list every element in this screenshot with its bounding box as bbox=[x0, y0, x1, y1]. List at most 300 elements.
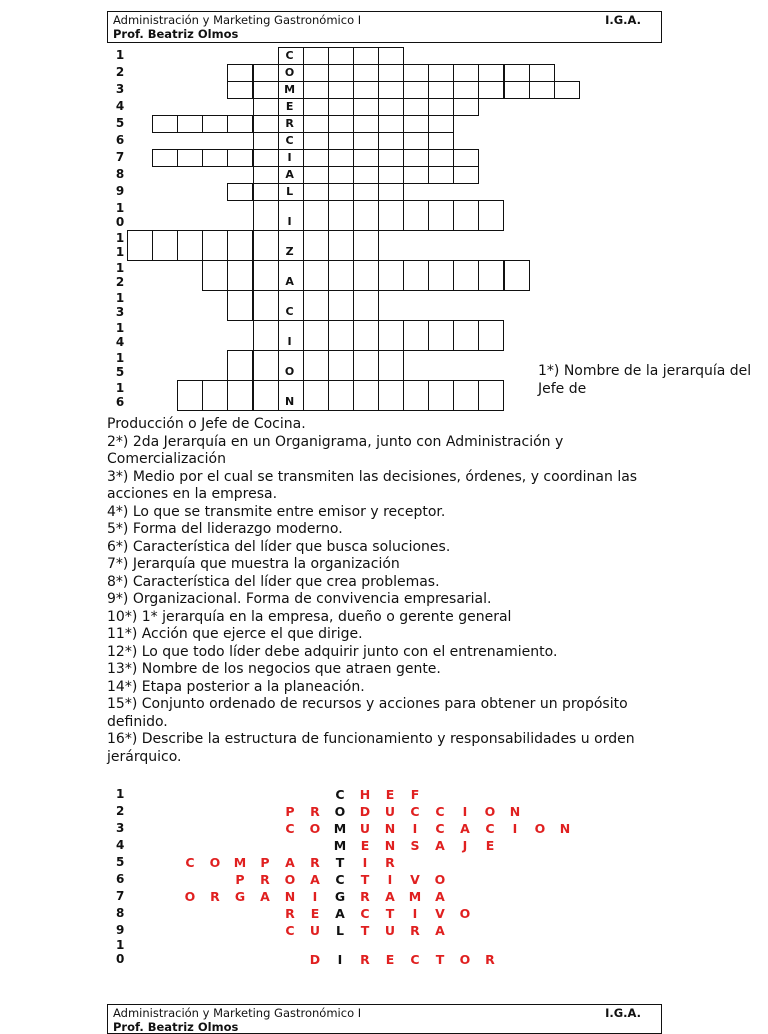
crossword-row-number: 9 bbox=[115, 184, 125, 198]
clue-item: 7*) Jerarquía que muestra la organización bbox=[107, 556, 400, 572]
answer-letter: S bbox=[410, 838, 420, 853]
answer-letter: C bbox=[435, 804, 445, 819]
answer-letter: E bbox=[385, 952, 395, 967]
crossword-cell[interactable] bbox=[428, 64, 454, 82]
clue-item: 9*) Organizacional. Forma de convivencia empresarial. bbox=[107, 591, 492, 607]
answer-letter: M bbox=[333, 821, 347, 836]
crossword-cell[interactable] bbox=[227, 64, 253, 82]
answer-letter: A bbox=[310, 872, 320, 887]
crossword-cell[interactable] bbox=[253, 320, 279, 351]
crossword-cell[interactable] bbox=[353, 166, 379, 184]
crossword-cell[interactable] bbox=[529, 64, 555, 82]
crossword-letter: N bbox=[284, 395, 295, 408]
answer-letter: N bbox=[559, 821, 571, 836]
crossword-cell[interactable] bbox=[453, 380, 479, 411]
crossword-letter: O bbox=[284, 66, 295, 79]
crossword-cell[interactable] bbox=[227, 260, 253, 291]
crossword-cell[interactable] bbox=[303, 230, 329, 261]
crossword-cell[interactable] bbox=[253, 290, 279, 321]
crossword-cell[interactable] bbox=[353, 230, 379, 261]
answer-letter: T bbox=[360, 872, 370, 887]
crossword-cell[interactable] bbox=[303, 64, 329, 82]
crossword-letter: E bbox=[285, 100, 294, 113]
crossword-cell[interactable] bbox=[303, 350, 329, 381]
answer-letter: R bbox=[310, 804, 320, 819]
crossword-cell[interactable] bbox=[253, 166, 279, 184]
clue-item: 11*) Acción que ejerce el que dirige. bbox=[107, 626, 363, 642]
crossword-row-number: 1 bbox=[115, 261, 125, 275]
crossword-cell[interactable] bbox=[504, 64, 530, 82]
crossword-cell[interactable] bbox=[227, 230, 253, 261]
answer-letter: R bbox=[210, 889, 220, 904]
crossword-cell[interactable] bbox=[303, 47, 329, 65]
answer-letter: C bbox=[185, 855, 195, 870]
crossword-cell[interactable] bbox=[403, 98, 429, 116]
crossword-cell[interactable] bbox=[253, 230, 279, 261]
clue-item: 4*) Lo que se transmite entre emisor y receptor. bbox=[107, 503, 446, 520]
crossword-cell[interactable] bbox=[202, 230, 228, 261]
crossword-cell[interactable] bbox=[353, 64, 379, 82]
crossword-cell[interactable] bbox=[353, 47, 379, 65]
answer-letter: N bbox=[509, 804, 521, 819]
answer-letter: P bbox=[260, 855, 270, 870]
answer-letter: O bbox=[309, 821, 321, 836]
crossword-cell[interactable] bbox=[378, 320, 404, 351]
answer-letter: A bbox=[260, 889, 270, 904]
crossword-cell[interactable] bbox=[353, 183, 379, 201]
crossword-cell[interactable] bbox=[303, 380, 329, 411]
crossword-row-number: 5 bbox=[115, 116, 125, 130]
crossword-cell[interactable] bbox=[529, 81, 555, 99]
crossword-cell[interactable] bbox=[554, 81, 580, 99]
crossword-cell[interactable] bbox=[328, 320, 354, 351]
answer-row-number: 1 bbox=[116, 787, 125, 801]
answer-letter: T bbox=[335, 855, 345, 870]
crossword-cell[interactable] bbox=[152, 230, 178, 261]
answer-letter: G bbox=[334, 889, 346, 904]
clue-item: 5*) Forma del liderazgo moderno. bbox=[107, 521, 343, 537]
answer-letter: R bbox=[360, 889, 370, 904]
answer-letter: U bbox=[309, 923, 321, 938]
institution-code: I.G.A. bbox=[605, 13, 641, 27]
answer-letter: C bbox=[335, 787, 345, 802]
crossword-cell[interactable] bbox=[453, 260, 479, 291]
crossword-letter: C bbox=[285, 305, 294, 318]
answer-letter: U bbox=[384, 804, 396, 819]
clue-1-start: 1*) Nombre de la jerarquía del Jefe de bbox=[538, 363, 752, 397]
answer-letter: C bbox=[360, 906, 370, 921]
crossword-cell[interactable] bbox=[303, 149, 329, 167]
crossword-cell[interactable] bbox=[253, 132, 279, 150]
crossword-cell[interactable] bbox=[478, 64, 504, 82]
crossword-cell[interactable] bbox=[303, 320, 329, 351]
answer-letter: O bbox=[459, 906, 471, 921]
crossword-cell[interactable] bbox=[428, 320, 454, 351]
crossword-cell[interactable] bbox=[328, 132, 354, 150]
crossword-cell[interactable] bbox=[253, 64, 279, 82]
answer-letter: E bbox=[310, 906, 320, 921]
crossword-cell[interactable] bbox=[453, 200, 479, 231]
clue-item: 10*) 1* jerarquía en la empresa, dueño o gerente general bbox=[107, 608, 512, 625]
crossword-cell[interactable] bbox=[202, 115, 228, 133]
crossword-cell[interactable] bbox=[403, 166, 429, 184]
crossword-cell[interactable] bbox=[353, 149, 379, 167]
answer-letter: C bbox=[285, 923, 295, 938]
crossword-cell[interactable] bbox=[253, 350, 279, 381]
crossword-cell[interactable] bbox=[428, 81, 454, 99]
crossword-row-number: 4 bbox=[115, 335, 125, 349]
crossword-cell[interactable] bbox=[303, 115, 329, 133]
crossword-cell[interactable] bbox=[353, 290, 379, 321]
crossword-cell[interactable] bbox=[328, 290, 354, 321]
answer-row-number: 0 bbox=[116, 952, 125, 966]
answer-letter: V bbox=[435, 906, 445, 921]
answer-letter: C bbox=[485, 821, 495, 836]
answer-letter: A bbox=[435, 838, 445, 853]
page-header-repeat bbox=[107, 1004, 662, 1034]
crossword-cell[interactable] bbox=[353, 380, 379, 411]
answer-letter: A bbox=[460, 821, 470, 836]
crossword-letter: A bbox=[285, 168, 294, 181]
answer-letter: R bbox=[410, 923, 420, 938]
answer-letter: N bbox=[384, 838, 396, 853]
clue-item: 12*) Lo que todo líder debe adquirir junto con el entrenamiento. bbox=[107, 643, 558, 660]
answer-letter: C bbox=[435, 821, 445, 836]
crossword-letter: R bbox=[285, 117, 294, 130]
answer-letter: O bbox=[209, 855, 221, 870]
answer-letter: C bbox=[335, 872, 345, 887]
clue-item: Producción o Jefe de Cocina. bbox=[107, 416, 306, 432]
crossword-cell[interactable] bbox=[378, 47, 404, 65]
answer-letter: J bbox=[462, 838, 468, 853]
institution-title: Administración y Marketing Gastronómico I bbox=[113, 1006, 362, 1020]
crossword-row-number: 3 bbox=[115, 305, 125, 319]
crossword-cell[interactable] bbox=[453, 98, 479, 116]
answer-letter: R bbox=[485, 952, 495, 967]
crossword-cell[interactable] bbox=[403, 64, 429, 82]
crossword-cell[interactable] bbox=[428, 98, 454, 116]
crossword-cell[interactable] bbox=[478, 380, 504, 411]
crossword-cell[interactable] bbox=[202, 380, 228, 411]
crossword-cell[interactable] bbox=[328, 380, 354, 411]
answer-letter: R bbox=[360, 952, 370, 967]
crossword-cell[interactable] bbox=[253, 81, 279, 99]
answer-letter: T bbox=[385, 906, 395, 921]
answer-letter: F bbox=[410, 787, 420, 802]
crossword-cell[interactable] bbox=[504, 81, 530, 99]
answer-letter: C bbox=[285, 821, 295, 836]
crossword-cell[interactable] bbox=[328, 200, 354, 231]
crossword-cell[interactable] bbox=[403, 81, 429, 99]
answer-letter: I bbox=[462, 804, 468, 819]
clue-item: 16*) Describe la estructura de funcionamiento y responsabilidades u orden jerárquico. bbox=[107, 731, 635, 765]
crossword-row-number: 1 bbox=[115, 231, 125, 245]
crossword-cell[interactable] bbox=[453, 64, 479, 82]
crossword-row-number: 1 bbox=[115, 291, 125, 305]
answer-row-number: 4 bbox=[116, 838, 125, 852]
answer-letter: U bbox=[359, 821, 371, 836]
crossword-letter: I bbox=[287, 151, 292, 164]
crossword-cell[interactable] bbox=[378, 260, 404, 291]
crossword-cell[interactable] bbox=[303, 290, 329, 321]
crossword-cell[interactable] bbox=[253, 260, 279, 291]
crossword-cell[interactable] bbox=[353, 320, 379, 351]
crossword-row-number: 1 bbox=[115, 321, 125, 335]
clue-item: 15*) Conjunto ordenado de recursos y acciones para obtener un propósito definido. bbox=[107, 696, 628, 730]
answer-row-number: 9 bbox=[116, 923, 125, 937]
crossword-cell[interactable] bbox=[227, 350, 253, 381]
answer-row-number: 5 bbox=[116, 855, 125, 869]
answer-letter: E bbox=[385, 787, 395, 802]
crossword-cell[interactable] bbox=[227, 115, 253, 133]
crossword-cell[interactable] bbox=[303, 98, 329, 116]
answer-letter: E bbox=[485, 838, 495, 853]
crossword-row-number: 2 bbox=[115, 65, 125, 79]
answer-letter: U bbox=[384, 923, 396, 938]
crossword-cell[interactable] bbox=[478, 81, 504, 99]
crossword-cell[interactable] bbox=[227, 290, 253, 321]
crossword-cell[interactable] bbox=[353, 81, 379, 99]
crossword-row-number: 7 bbox=[115, 150, 125, 164]
crossword-cell[interactable] bbox=[353, 132, 379, 150]
crossword-letter: L bbox=[286, 185, 294, 198]
answer-letter: I bbox=[387, 872, 393, 887]
crossword-cell[interactable] bbox=[378, 64, 404, 82]
answer-row-number: 7 bbox=[116, 889, 125, 903]
crossword-cell[interactable] bbox=[428, 380, 454, 411]
answer-letter: O bbox=[434, 872, 446, 887]
institution-title: Administración y Marketing Gastronómico I bbox=[113, 13, 362, 27]
crossword-letter: C bbox=[285, 134, 294, 147]
crossword-cell[interactable] bbox=[328, 350, 354, 381]
crossword-letter: I bbox=[287, 335, 292, 348]
answer-row-number: 8 bbox=[116, 906, 125, 920]
crossword-cell[interactable] bbox=[453, 149, 479, 167]
answer-letter: R bbox=[385, 855, 395, 870]
crossword-cell[interactable] bbox=[253, 98, 279, 116]
crossword-cell[interactable] bbox=[253, 149, 279, 167]
answer-letter: O bbox=[534, 821, 546, 836]
crossword-cell[interactable] bbox=[227, 183, 253, 201]
crossword-cell[interactable] bbox=[378, 350, 404, 381]
answer-letter: M bbox=[333, 838, 347, 853]
answer-letter: I bbox=[512, 821, 518, 836]
answer-letter: N bbox=[384, 821, 396, 836]
crossword-row-number: 1 bbox=[115, 381, 125, 395]
crossword-cell[interactable] bbox=[303, 183, 329, 201]
answer-letter: O bbox=[284, 872, 296, 887]
answer-letter: P bbox=[285, 804, 295, 819]
answer-letter: R bbox=[285, 906, 295, 921]
crossword-cell[interactable] bbox=[152, 149, 178, 167]
crossword-cell[interactable] bbox=[303, 166, 329, 184]
answer-letter: O bbox=[484, 804, 496, 819]
crossword-row-number: 1 bbox=[115, 245, 125, 259]
answer-letter: I bbox=[412, 906, 418, 921]
crossword-letter: M bbox=[284, 83, 296, 96]
answer-letter: H bbox=[359, 787, 371, 802]
crossword-letter: I bbox=[287, 215, 292, 228]
answer-letter: A bbox=[335, 906, 345, 921]
crossword-cell[interactable] bbox=[478, 260, 504, 291]
answer-letter: M bbox=[408, 889, 422, 904]
crossword-cell[interactable] bbox=[328, 47, 354, 65]
crossword-cell[interactable] bbox=[428, 132, 454, 150]
answer-letter: P bbox=[235, 872, 245, 887]
crossword-cell[interactable] bbox=[403, 200, 429, 231]
answer-letter: C bbox=[410, 804, 420, 819]
answer-row-number: 6 bbox=[116, 872, 125, 886]
answer-letter: I bbox=[362, 855, 368, 870]
crossword-cell[interactable] bbox=[378, 380, 404, 411]
crossword-cell[interactable] bbox=[478, 320, 504, 351]
answer-letter: T bbox=[435, 952, 445, 967]
crossword-row-number: 6 bbox=[115, 133, 125, 147]
answer-letter: I bbox=[337, 952, 343, 967]
crossword-cell[interactable] bbox=[177, 149, 203, 167]
crossword-cell[interactable] bbox=[177, 380, 203, 411]
crossword-cell[interactable] bbox=[328, 183, 354, 201]
crossword-cell[interactable] bbox=[353, 98, 379, 116]
crossword-cell[interactable] bbox=[378, 132, 404, 150]
answer-letter: L bbox=[336, 923, 344, 938]
answer-letter: O bbox=[459, 952, 471, 967]
page-header bbox=[107, 11, 662, 43]
crossword-cell[interactable] bbox=[428, 149, 454, 167]
crossword-cell[interactable] bbox=[403, 115, 429, 133]
crossword-cell[interactable] bbox=[353, 260, 379, 291]
answer-letter: A bbox=[285, 855, 295, 870]
crossword-cell[interactable] bbox=[227, 81, 253, 99]
crossword-cell[interactable] bbox=[303, 132, 329, 150]
clue-item: 3*) Medio por el cual se transmiten las decisiones, órdenes, y coordinan las acciones en la empresa. bbox=[107, 468, 638, 502]
crossword-cell[interactable] bbox=[453, 81, 479, 99]
crossword-cell[interactable] bbox=[253, 380, 279, 411]
crossword-row-number: 0 bbox=[115, 215, 125, 229]
crossword-cell[interactable] bbox=[403, 260, 429, 291]
crossword-cell[interactable] bbox=[328, 98, 354, 116]
answer-letter: A bbox=[435, 923, 445, 938]
answer-letter: C bbox=[410, 952, 420, 967]
crossword-letter: O bbox=[284, 365, 295, 378]
crossword-cell[interactable] bbox=[177, 230, 203, 261]
crossword-cell[interactable] bbox=[202, 260, 228, 291]
clue-item: 13*) Nombre de los negocios que atraen gente. bbox=[107, 661, 441, 677]
crossword-cell[interactable] bbox=[403, 320, 429, 351]
answer-letter: R bbox=[310, 855, 320, 870]
answer-letter: A bbox=[435, 889, 445, 904]
crossword-cell[interactable] bbox=[403, 380, 429, 411]
crossword-row-number: 1 bbox=[115, 201, 125, 215]
clue-item: 6*) Característica del líder que busca soluciones. bbox=[107, 538, 451, 555]
crossword-letter: A bbox=[285, 275, 294, 288]
crossword-cell[interactable] bbox=[403, 149, 429, 167]
crossword-cell[interactable] bbox=[353, 200, 379, 231]
answer-letter: D bbox=[309, 952, 321, 967]
crossword-cell[interactable] bbox=[227, 149, 253, 167]
crossword-cell[interactable] bbox=[328, 149, 354, 167]
crossword-cell[interactable] bbox=[152, 115, 178, 133]
crossword-cell[interactable] bbox=[127, 230, 153, 261]
crossword-cell[interactable] bbox=[202, 149, 228, 167]
crossword-row-number: 5 bbox=[115, 365, 125, 379]
answer-letter: E bbox=[360, 838, 370, 853]
crossword-cell[interactable] bbox=[378, 98, 404, 116]
crossword-cell[interactable] bbox=[328, 260, 354, 291]
crossword-cell[interactable] bbox=[378, 81, 404, 99]
crossword-cell[interactable] bbox=[177, 115, 203, 133]
crossword-cell[interactable] bbox=[303, 200, 329, 231]
crossword-row-number: 8 bbox=[115, 167, 125, 181]
answer-letter: D bbox=[359, 804, 371, 819]
answer-row-number: 3 bbox=[116, 821, 125, 835]
answer-row-number: 1 bbox=[116, 938, 125, 952]
crossword-cell[interactable] bbox=[453, 166, 479, 184]
crossword-row-number: 6 bbox=[115, 395, 125, 409]
crossword-cell[interactable] bbox=[253, 115, 279, 133]
crossword-cell[interactable] bbox=[227, 380, 253, 411]
crossword-cell[interactable] bbox=[378, 166, 404, 184]
professor-name: Prof. Beatriz Olmos bbox=[113, 1020, 239, 1034]
crossword-cell[interactable] bbox=[378, 200, 404, 231]
crossword-cell[interactable] bbox=[403, 132, 429, 150]
answer-letter: O bbox=[184, 889, 196, 904]
crossword-cell[interactable] bbox=[428, 115, 454, 133]
answer-letter: I bbox=[312, 889, 318, 904]
crossword-cell[interactable] bbox=[353, 115, 379, 133]
crossword-cell[interactable] bbox=[328, 81, 354, 99]
answer-letter: A bbox=[385, 889, 395, 904]
crossword-cell[interactable] bbox=[428, 166, 454, 184]
crossword-cell[interactable] bbox=[303, 260, 329, 291]
clue-item: 14*) Etapa posterior a la planeación. bbox=[107, 678, 365, 695]
clue-list bbox=[107, 416, 667, 766]
crossword-cell[interactable] bbox=[504, 260, 530, 291]
answer-letter: T bbox=[360, 923, 370, 938]
clue-item: 2*) 2da Jerarquía en un Organigrama, junto con Administración y Comercialización bbox=[107, 433, 564, 467]
institution-code: I.G.A. bbox=[605, 1006, 641, 1020]
answer-letter: G bbox=[234, 889, 246, 904]
crossword-cell[interactable] bbox=[428, 260, 454, 291]
crossword-letter: C bbox=[285, 49, 294, 62]
professor-name: Prof. Beatriz Olmos bbox=[113, 27, 239, 41]
crossword-cell[interactable] bbox=[253, 183, 279, 201]
crossword-row-number: 1 bbox=[115, 48, 125, 62]
crossword-cell[interactable] bbox=[303, 81, 329, 99]
crossword-cell[interactable] bbox=[353, 350, 379, 381]
answer-letter: M bbox=[233, 855, 247, 870]
answer-letter: V bbox=[410, 872, 420, 887]
crossword-cell[interactable] bbox=[478, 200, 504, 231]
crossword-cell[interactable] bbox=[378, 183, 404, 201]
crossword-cell[interactable] bbox=[328, 115, 354, 133]
answer-letter: R bbox=[260, 872, 270, 887]
crossword-letter: Z bbox=[285, 245, 294, 258]
crossword-row-number: 3 bbox=[115, 82, 125, 96]
crossword-cell[interactable] bbox=[378, 115, 404, 133]
crossword-row-number: 4 bbox=[115, 99, 125, 113]
crossword-row-number: 1 bbox=[115, 351, 125, 365]
crossword-cell[interactable] bbox=[453, 320, 479, 351]
crossword-cell[interactable] bbox=[328, 64, 354, 82]
crossword-cell[interactable] bbox=[328, 166, 354, 184]
crossword-cell[interactable] bbox=[378, 149, 404, 167]
crossword-cell[interactable] bbox=[253, 200, 279, 231]
answer-row-number: 2 bbox=[116, 804, 125, 818]
crossword-cell[interactable] bbox=[328, 230, 354, 261]
crossword-cell[interactable] bbox=[428, 200, 454, 231]
clue-item: 8*) Característica del líder que crea problemas. bbox=[107, 573, 440, 590]
